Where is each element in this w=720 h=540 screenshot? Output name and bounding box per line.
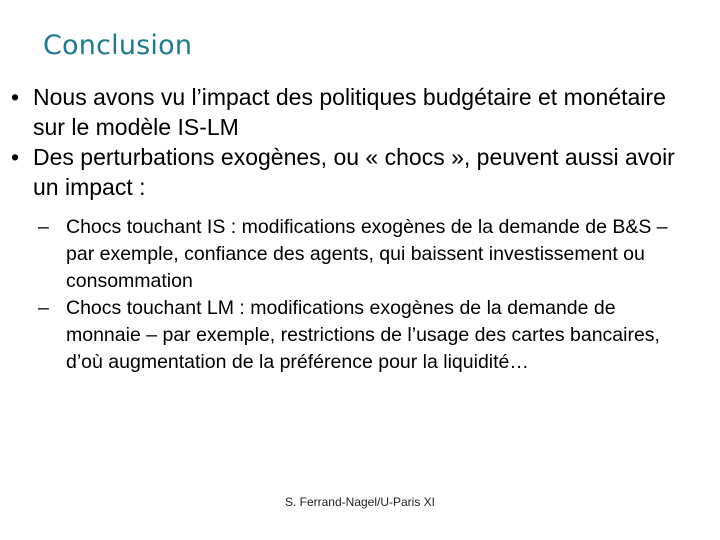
bullet-text: Des perturbations exogènes, ou « chocs », peuvent aussi avoir un impact : (33, 144, 675, 200)
subbullet-text: Chocs touchant LM : modifications exogènes de la demande de monnaie – par exemple, restrictions de l’usage des cartes bancaires, d’où augmentation de la préférence pour la liquidité… (66, 297, 660, 373)
dash-mark: – (38, 216, 49, 238)
dash-mark: – (38, 297, 49, 319)
slide-footer: S. Ferrand-Nagel/U-Paris XI (284, 495, 436, 509)
subbullet-text: Chocs touchant IS : modifications exogènes de la demande de B&S – par exemple, confiance des agents, qui baissent investissement ou consommation (66, 216, 668, 292)
subbullet-item (0, 295, 720, 376)
bullet-list (0, 82, 720, 376)
bullet-mark: • (10, 144, 20, 170)
bullet-item (0, 142, 720, 202)
bullet-mark: • (10, 84, 20, 110)
bullet-item (0, 82, 720, 142)
slide-title: Conclusion (43, 30, 193, 61)
subbullet-item (0, 214, 720, 295)
bullet-text: Nous avons vu l’impact des politiques budgétaire et monétaire sur le modèle IS-LM (33, 84, 666, 140)
subbullet-list (0, 214, 720, 376)
